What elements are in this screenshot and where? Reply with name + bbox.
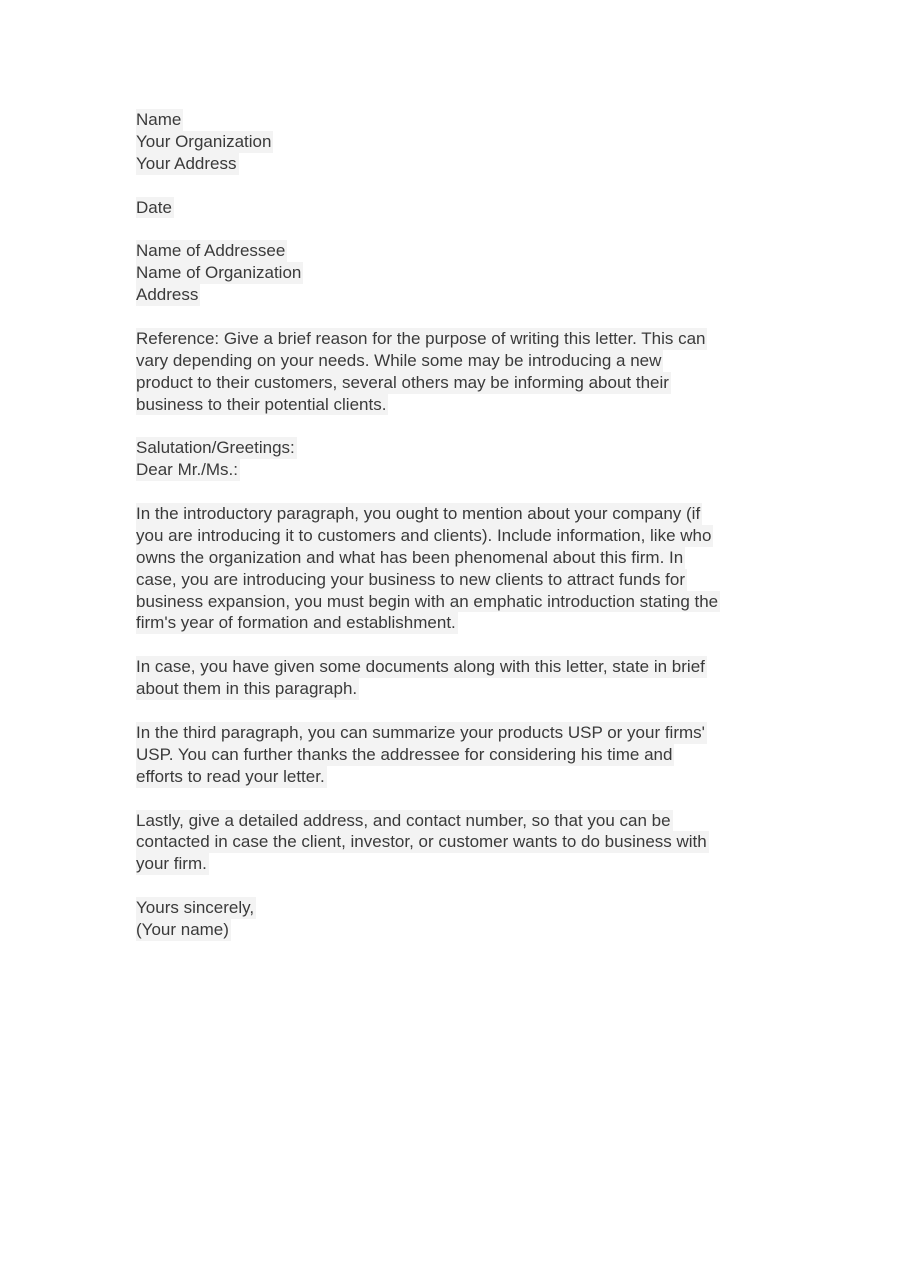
recipient-name: Name of Addressee bbox=[136, 241, 286, 261]
recipient-block bbox=[136, 240, 776, 306]
date-block bbox=[136, 197, 776, 219]
signoff-name: (Your name) bbox=[136, 919, 229, 939]
sender-organization: Your Organization bbox=[136, 131, 272, 151]
paragraph-line: your firm. bbox=[136, 854, 207, 874]
recipient-organization: Name of Organization bbox=[136, 263, 302, 283]
sender-block bbox=[136, 109, 776, 175]
third-paragraph bbox=[136, 722, 776, 788]
paragraph-line: USP. You can further thanks the addressee for considering his time and bbox=[136, 744, 673, 764]
reference-paragraph bbox=[136, 328, 776, 416]
signoff-block bbox=[136, 897, 776, 941]
reference-line: business to their potential clients. bbox=[136, 394, 387, 414]
closing-paragraph bbox=[136, 810, 776, 876]
salutation-block bbox=[136, 437, 776, 481]
sender-name: Name bbox=[136, 110, 182, 129]
reference-line: Reference: Give a brief reason for the purpose of writing this letter. This can bbox=[136, 328, 706, 348]
paragraph-line: about them in this paragraph. bbox=[136, 679, 358, 699]
paragraph-line: case, you are introducing your business to new clients to attract funds for bbox=[136, 569, 686, 589]
reference-line: product to their customers, several others may be informing about their bbox=[136, 372, 669, 392]
paragraph-line: Lastly, give a detailed address, and contact number, so that you can be bbox=[136, 810, 671, 830]
salutation-greeting: Dear Mr./Ms.: bbox=[136, 460, 239, 480]
documents-paragraph bbox=[136, 656, 776, 700]
date-line: Date bbox=[136, 197, 172, 217]
intro-paragraph bbox=[136, 503, 776, 634]
paragraph-line: business expansion, you must begin with an emphatic introduction stating the bbox=[136, 591, 719, 611]
paragraph-line: In the third paragraph, you can summarize your products USP or your firms' bbox=[136, 722, 705, 742]
paragraph-line: efforts to read your letter. bbox=[136, 766, 325, 786]
paragraph-line: contacted in case the client, investor, or customer wants to do business with bbox=[136, 832, 707, 852]
paragraph-line: firm's year of formation and establishment. bbox=[136, 613, 456, 633]
signoff-closing: Yours sincerely, bbox=[136, 898, 255, 918]
paragraph-line: you are introducing it to customers and clients). Include information, like who bbox=[136, 525, 712, 545]
sender-address: Your Address bbox=[136, 153, 237, 173]
paragraph-line: owns the organization and what has been phenomenal about this firm. In bbox=[136, 547, 684, 567]
paragraph-line: In the introductory paragraph, you ought to mention about your company (if bbox=[136, 504, 701, 524]
salutation-label: Salutation/Greetings: bbox=[136, 438, 295, 458]
recipient-address: Address bbox=[136, 285, 199, 305]
paragraph-line: In case, you have given some documents along with this letter, state in brief bbox=[136, 657, 705, 677]
letter-body bbox=[136, 109, 776, 963]
reference-line: vary depending on your needs. While some may be introducing a new bbox=[136, 350, 662, 370]
